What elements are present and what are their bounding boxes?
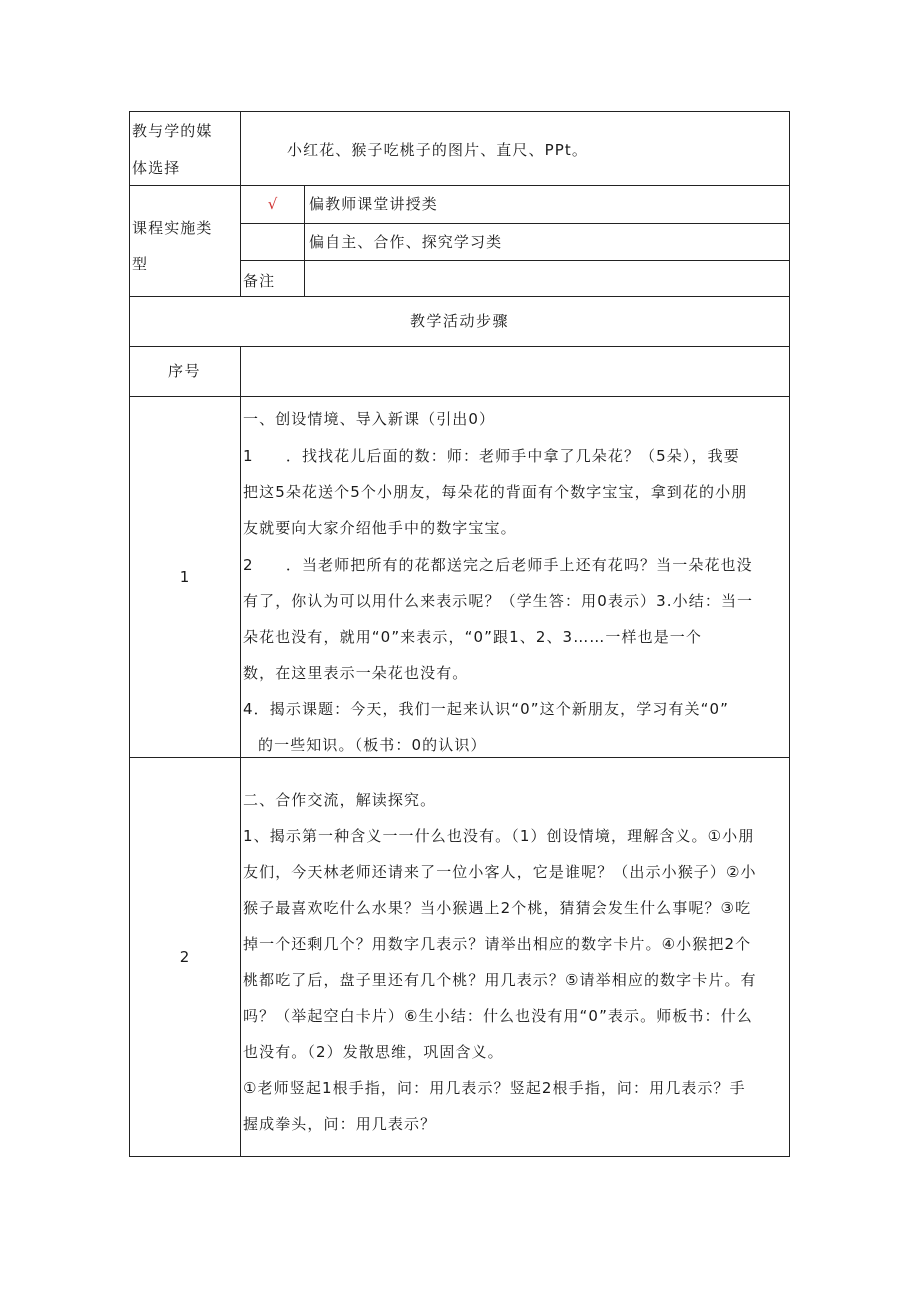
row-rule (129, 346, 790, 347)
course-type-label-line2: 型 (132, 255, 149, 273)
step-2-line: 也没有。（2）发散思维，巩固含义。 (243, 1043, 504, 1061)
step-1-seq: 1 (179, 568, 190, 586)
step-1-line: 把这5朵花送个5个小朋友，每朵花的背面有个数字宝宝，拿到花的小朋 (243, 483, 748, 501)
step-1-line: 2 ．当老师把所有的花都送完之后老师手上还有花吗？当一朵花也没 (243, 556, 753, 574)
row-rule (129, 111, 790, 112)
row-rule (129, 396, 790, 397)
col-rule (129, 111, 130, 1157)
step-2-line: ①老师竖起1根手指，问：用几表示？竖起2根手指，问：用几表示？手 (243, 1079, 746, 1097)
step-1-line: 友就要向大家介绍他手中的数字宝宝。 (243, 519, 517, 537)
row-rule (240, 223, 790, 224)
lesson-table (129, 111, 790, 1157)
course-type-option-student: 偏自主、合作、探究学习类 (309, 233, 503, 251)
step-1-line: 数，在这里表示一朵花也没有。 (243, 664, 469, 682)
media-content: 小红花、猴子吃桃子的图片、直尺、PPt。 (287, 141, 588, 159)
step-2-line: 桃都吃了后，盘子里还有几个桃？用几表示？⑤请举相应的数字卡片。有 (243, 971, 757, 989)
step-2-line: 二、合作交流，解读探究。 (243, 791, 437, 809)
check-mark: √ (267, 195, 278, 213)
step-1-line: 1 ．找找花儿后面的数：师：老师手中拿了几朵花？（5朵），我要 (243, 447, 740, 465)
seq-column-header: 序号 (167, 362, 201, 380)
remark-label: 备注 (243, 272, 276, 290)
media-label-line1: 教与学的媒 (132, 122, 213, 140)
step-1-line: 4．揭示课题：今天，我们一起来认识“0”这个新朋友，学习有关“0” (243, 700, 730, 718)
row-rule (129, 296, 790, 297)
col-rule (240, 346, 241, 1157)
step-2-line: 掉一个还剩几个？用数字几表示？请举出相应的数字卡片。④小猴把2个 (243, 935, 752, 953)
step-1-line: 有了，你认为可以用什么来表示呢？（学生答：用0表示）3.小结：当一 (243, 592, 754, 610)
step-1-line: 朵花也没有，就用“0”来表示，“0”跟1、2、3……一样也是一个 (243, 628, 703, 646)
row-rule (129, 757, 790, 758)
row-rule (129, 1156, 790, 1157)
step-2-line: 友们，今天林老师还请来了一位小客人，它是谁呢？（出示小猴子）②小 (243, 863, 757, 881)
step-2-line: 1、揭示第一种含义一一什么也没有。（1）创设情境，理解含义。①小朋 (243, 827, 755, 845)
step-2-line: 握成拳头，问：用几表示？ (243, 1115, 437, 1133)
course-type-option-teacher: 偏教师课堂讲授类 (309, 195, 438, 213)
row-rule (129, 185, 790, 186)
step-2-seq: 2 (179, 948, 190, 966)
row-rule (240, 260, 790, 261)
media-label-line2: 体选择 (132, 159, 181, 177)
step-2-line: 吗？（举起空白卡片）⑥生小结：什么也没有用“0”表示。师板书：什么 (243, 1007, 753, 1025)
step-2-line: 猴子最喜欢吃什么水果？当小猴遇上2个桃，猜猜会发生什么事呢？③吃 (243, 899, 752, 917)
col-rule (304, 185, 305, 296)
course-type-label-line1: 课程实施类 (132, 219, 213, 237)
step-1-line: 一、创设情境、导入新课（引出0） (243, 410, 496, 428)
col-rule (789, 111, 790, 1157)
steps-header: 教学活动步骤 (409, 312, 509, 330)
step-1-line: 的一些知识。（板书：0的认识） (258, 736, 487, 754)
